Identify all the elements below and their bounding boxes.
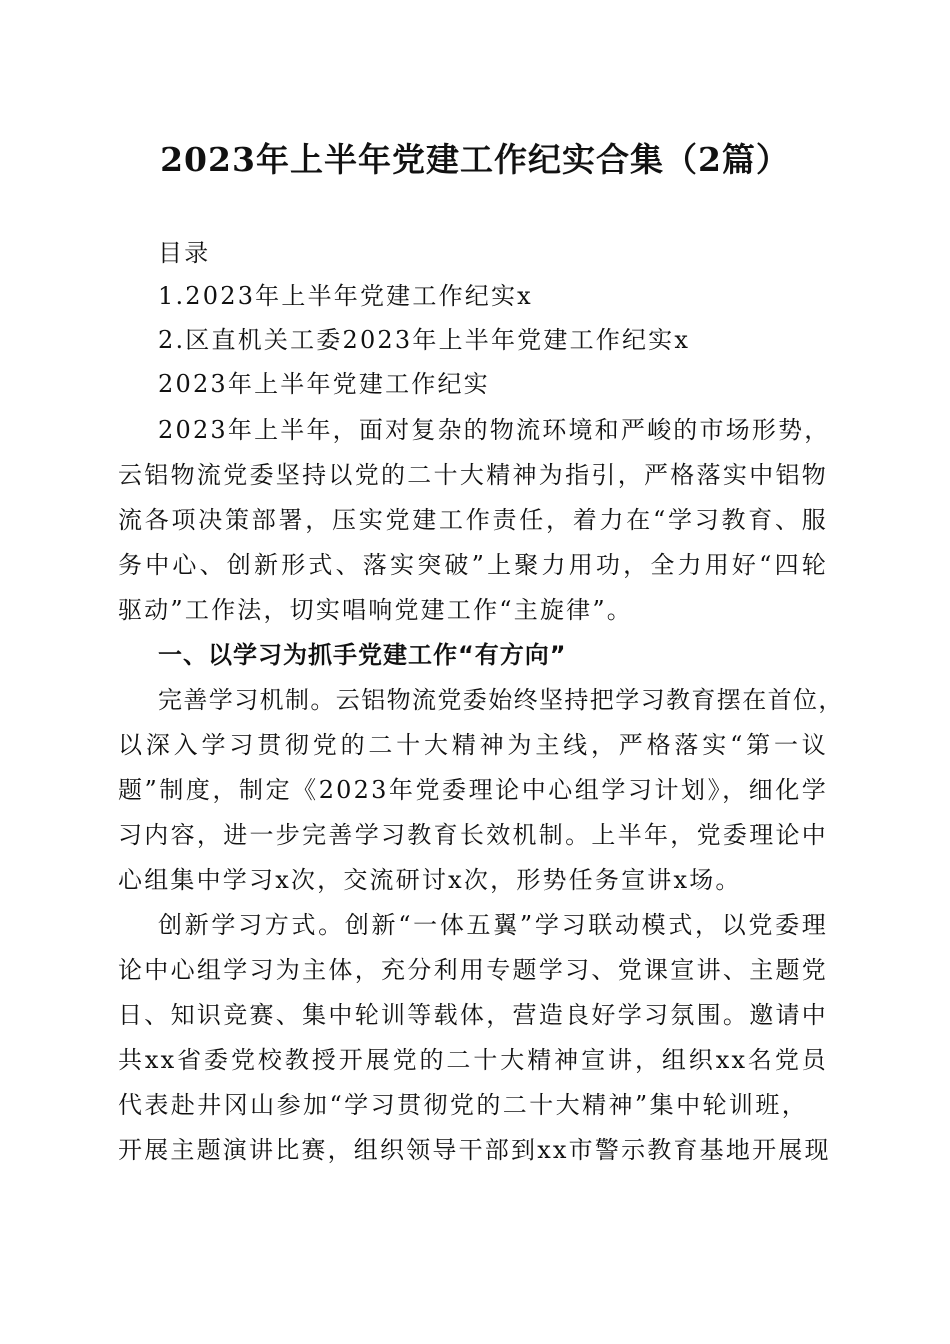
paragraph-line: 创新学习方式。创新“一体五翼”学习联动模式，以党委理 <box>158 911 828 939</box>
intro-line: 驱动”工作法，切实唱响党建工作“主旋律”。 <box>118 596 634 624</box>
intro-line: 2023年上半年，面对复杂的物流环境和严峻的市场形势， <box>158 416 831 444</box>
intro-line: 务中心、创新形式、落实突破”上聚力用功，全力用好“四轮 <box>118 551 828 579</box>
paragraph-line: 题”制度，制定《2023年党委理论中心组学习计划》，细化学 <box>118 776 828 804</box>
section-heading: 一、以学习为抓手党建工作“有方向” <box>158 641 567 669</box>
article-title: 2023年上半年党建工作纪实 <box>158 370 490 398</box>
paragraph-line: 共xx省委党校教授开展党的二十大精神宣讲，组织xx名党员 <box>118 1046 828 1074</box>
toc-item-1: 1.2023年上半年党建工作纪实x <box>158 282 533 310</box>
paragraph-line: 以深入学习贯彻党的二十大精神为主线，严格落实“第一议 <box>118 731 828 759</box>
paragraph-line: 心组集中学习x次，交流研讨x次，形势任务宣讲x场。 <box>118 866 742 894</box>
intro-line: 云铝物流党委坚持以党的二十大精神为指引，严格落实中铝物 <box>118 461 828 489</box>
paragraph-line: 代表赴井冈山参加“学习贯彻党的二十大精神”集中轮训班， <box>118 1091 808 1119</box>
intro-line: 流各项决策部署，压实党建工作责任，着力在“学习教育、服 <box>118 506 828 534</box>
paragraph-line: 完善学习机制。云铝物流党委始终坚持把学习教育摆在首位， <box>158 686 844 714</box>
document-title: 2023年上半年党建工作纪实合集（2篇） <box>160 140 790 179</box>
paragraph-line: 日、知识竞赛、集中轮训等载体，营造良好学习氛围。邀请中 <box>118 1001 828 1029</box>
paragraph-line: 习内容，进一步完善学习教育长效机制。上半年，党委理论中 <box>118 821 828 849</box>
paragraph-line: 开展主题演讲比赛，组织领导干部到xx市警示教育基地开展现 <box>118 1136 831 1164</box>
toc-item-2: 2.区直机关工委2023年上半年党建工作纪实x <box>158 326 691 354</box>
toc-label: 目录 <box>158 239 211 267</box>
paragraph-line: 论中心组学习为主体，充分利用专题学习、党课宣讲、主题党 <box>118 956 828 984</box>
